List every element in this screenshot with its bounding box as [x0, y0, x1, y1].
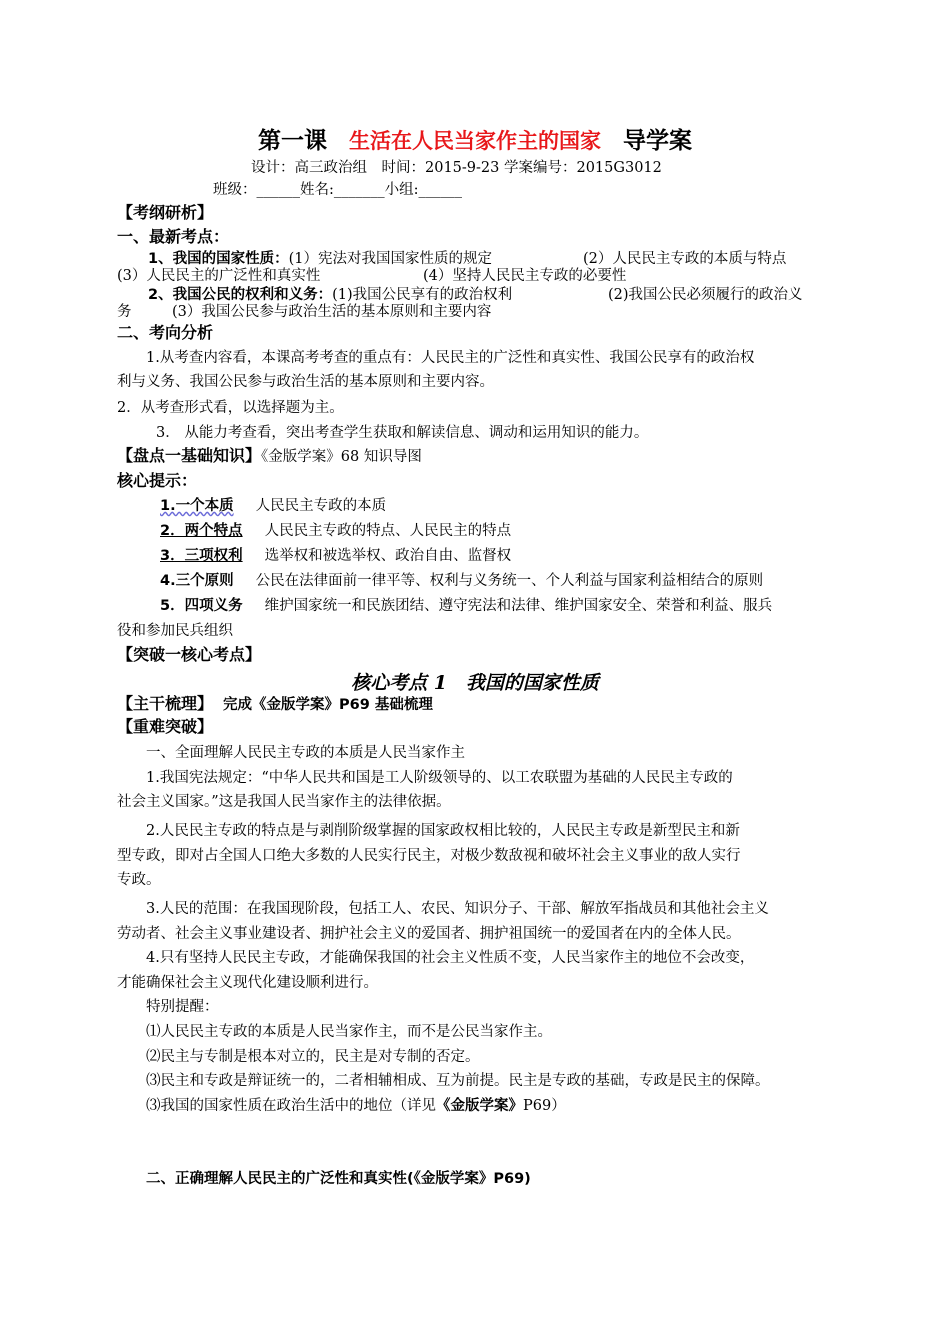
subheading-latest-points: 一、最新考点：	[117, 227, 230, 246]
difficulty-4-line-1: 4.只有坚持人民民主专政，才能确保我国的社会主义性质不变，人民当家作主的地位不会改变，	[146, 950, 755, 966]
section-heading-basics	[117, 446, 422, 467]
tip-item-1-text: 人民民主专政的本质	[255, 498, 387, 514]
difficulty-4-line-2: 才能确保社会主义现代化建设顺利进行。	[117, 975, 378, 991]
difficulty-title: 一、全面理解人民民主专政的本质是人民当家作主	[146, 745, 465, 761]
main-outline-label: 【主干梳理】	[117, 694, 214, 713]
difficulty-3-line-2: 劳动者、社会主义事业建设者、拥护社会主义的爱国者、拥护祖国统一的爱国者在内的全体人民。	[117, 926, 741, 942]
core-point-title: 核心考点 1 我国的国家性质	[351, 672, 599, 694]
tip-item-5	[160, 596, 772, 616]
page-title	[0, 122, 950, 155]
note-2: ⑵民主与专制是根本对立的，民主是对专制的否定。	[146, 1049, 480, 1065]
difficulty-2-line-2: 型专政，即对占全国人口绝大多数的人民实行民主，对极少数敌视和破坏社会主义事业的敌人实行	[117, 848, 741, 864]
tip-item-2-text: 人民民主专政的特点、人民民主的特点	[264, 523, 512, 539]
basics-heading: 【盘点一基础知识】	[117, 446, 262, 465]
difficulty-heading: 【重难突破】	[117, 717, 214, 736]
tip-item-5-text: 维护国家统一和民族团结、遵守宪法和法律、维护国家安全、荣誉和利益、服兵	[264, 598, 773, 614]
analysis-1-line-1: 1.从考查内容看，本课高考考查的重点有：人民民主的广泛性和真实性、我国公民享有的政治权	[146, 350, 755, 366]
tip-item-4-text: 公民在法律面前一律平等、权利与义务统一、个人利益与国家利益相结合的原则	[255, 573, 764, 589]
note-4	[146, 1096, 566, 1116]
title-prefix: 第一课	[258, 128, 327, 154]
note-4-c: P69）	[523, 1098, 566, 1114]
point-2-b: (2)我国公民必须履行的政治义	[608, 287, 803, 303]
subheading-exam-direction: 二、考向分析	[117, 323, 214, 342]
title-main: 生活在人民当家作主的国家	[349, 129, 601, 153]
point-2-a: (1)我国公民享有的政治权利	[332, 287, 513, 303]
difficulty-1-line-2: 社会主义国家。”这是我国人民当家作主的法律依据。	[117, 794, 451, 810]
tip-item-4-label: 4.三个原则	[160, 573, 234, 589]
class-line: 班级：______姓名:_______小组:______	[213, 182, 463, 198]
tip-item-3-text: 选举权和被选举权、政治自由、监督权	[264, 548, 512, 564]
tip-item-2	[160, 521, 511, 541]
special-note-title: 特别提醒：	[146, 999, 219, 1015]
analysis-2: 2．从考查形式看，以选择题为主。	[117, 400, 344, 416]
point-2-c: 务	[117, 304, 132, 320]
difficulty-2-line-3: 专政。	[117, 872, 161, 888]
tip-item-3-label: 3．三项权利	[160, 548, 243, 564]
tip-item-5-label: 5．四项义务	[160, 598, 243, 614]
title-suffix: 导学案	[623, 128, 692, 154]
note-3: ⑶民主和专政是辩证统一的，二者相辅相成、互为前提。民主是专政的基础，专政是民主的保障。	[146, 1073, 770, 1089]
meta-line: 设计：高三政治组 时间：2015-9-23 学案编号：2015G3012	[251, 160, 662, 176]
note-4-b: 《金版学案》	[436, 1098, 523, 1114]
tip-item-3	[160, 546, 511, 566]
note-4-a: ⑶我国的国家性质在政治生活中的地位（详见	[146, 1098, 436, 1114]
difficulty-1-line-1: 1.我国宪法规定：“中华人民共和国是工人阶级领导的、以工农联盟为基础的人民民主专政的	[146, 770, 733, 786]
tip-item-2-label: 2．两个特点	[160, 523, 243, 539]
tip-item-1	[160, 496, 386, 516]
difficulty-3-line-1: 3.人民的范围：在我国现阶段，包括工人、农民、知识分子、干部、解放军指战员和其他社会主义	[146, 901, 769, 917]
point-1-c: (3）人民民主的广泛性和真实性	[117, 268, 321, 284]
section-heading-syllabus: 【考纲研析】	[117, 203, 214, 222]
core-tip-heading: 核心提示：	[117, 471, 198, 490]
basics-heading-ref: 《金版学案》68 知识导图	[261, 449, 422, 465]
tip-item-1-label: 1.一个本质	[160, 498, 234, 514]
difficulty-2-line-1: 2.人民民主专政的特点是与剥削阶级掌握的国家政权相比较的，人民民主专政是新型民主和新	[146, 823, 740, 839]
main-outline	[117, 694, 433, 715]
section-two-title: 二、正确理解人民民主的广泛性和真实性(《金版学案》P69)	[146, 1171, 531, 1187]
note-1: ⑴人民民主专政的本质是人民当家作主，而不是公民当家作主。	[146, 1024, 552, 1040]
analysis-1-line-2: 利与义务、我国公民参与政治生活的基本原则和主要内容。	[117, 374, 494, 390]
point-2-label: 2、我国公民的权利和义务：	[148, 287, 333, 303]
point-1-a: (1）宪法对我国国家性质的规定	[288, 251, 492, 267]
section-heading-breakthrough: 【突破一核心考点】	[117, 645, 262, 664]
point-2-d: (3）我国公民参与政治生活的基本原则和主要内容	[172, 304, 492, 320]
point-1-b: (2）人民民主专政的本质与特点	[583, 251, 787, 267]
point-1-d: (4）坚持人民民主专政的必要性	[423, 268, 627, 284]
analysis-3: 3． 从能力考查看，突出考查学生获取和解读信息、调动和运用知识的能力。	[156, 425, 649, 441]
point-1-label: 1、我国的国家性质：	[148, 251, 289, 267]
tip-item-4	[160, 571, 763, 591]
tip-item-5-cont: 役和参加民兵组织	[117, 623, 233, 639]
main-outline-text: 完成《金版学案》P69 基础梳理	[223, 697, 433, 713]
